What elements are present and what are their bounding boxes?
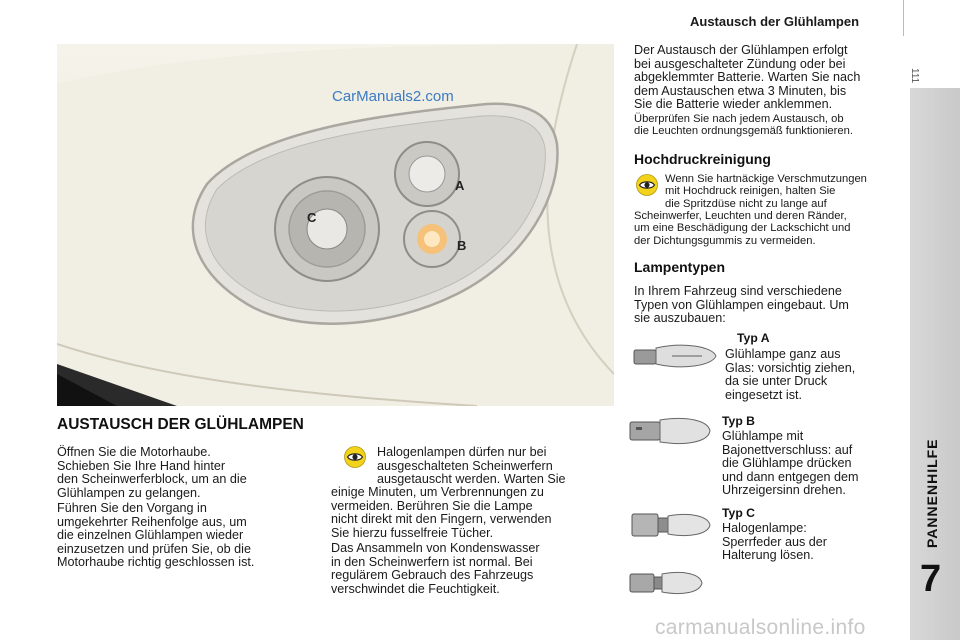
- bulb-typ-c-icon-2: [626, 560, 706, 606]
- page-number: 111: [909, 68, 920, 84]
- lampentypen-heading: Lampentypen: [634, 259, 726, 275]
- bulb-typ-b-icon: [628, 410, 712, 450]
- hochdruck-lines-rest: Scheinwerfer, Leuchten und deren Ränder, um eine Beschädigung der Lackschicht und der Dichtungsgummis zu vermeiden.: [634, 210, 851, 247]
- chapter-label: PANNENHILFE: [924, 438, 940, 548]
- left-paragraph-1: Öffnen Sie die Motorhaube. Schieben Sie Ihre Hand hinter den Scheinwerferblock, um an die Glühlampen zu gelangen.: [57, 445, 247, 500]
- footer-watermark: carmanualsonline.info: [655, 616, 866, 639]
- eye-warning-icon: [344, 446, 366, 468]
- left-paragraph-2: Führen Sie den Vorgang in umgekehrter Reihenfolge aus, um die einzelnen Glühlampen wieder einzusetzen und prüfen Sie, ob die Motorhaube richtig geschlossen ist.: [57, 501, 255, 569]
- hochdruck-lines-top: Wenn Sie hartnäckige Verschmutzungen mit Hochdruck reinigen, halten Sie die Spritzdüse nicht zu lange auf: [665, 173, 867, 210]
- page-header-title: Austausch der Glühlampen: [690, 14, 860, 29]
- typ-b-text: Glühlampe mit Bajonettverschluss: auf die Glühlampe drücken und dann entgegen dem Uhrzeigersinn drehen.: [722, 429, 859, 497]
- chapter-number: 7: [920, 558, 942, 600]
- hochdruck-heading: Hochdruckreinigung: [634, 151, 771, 167]
- label-b: B: [457, 238, 467, 253]
- eye-warning-icon-2: [636, 174, 658, 196]
- typ-a-title: Typ A: [737, 331, 770, 345]
- intro-paragraph: Der Austausch der Glühlampen erfolgt bei ausgeschalteter Zündung oder bei abgeklemmter Batterie. Warten Sie nach dem Austauschen etwa 3 Minuten, bis Sie die Batterie wieder anklemmen.: [634, 43, 861, 111]
- label-c: C: [307, 210, 317, 225]
- typ-c-text: Halogenlampe: Sperrfeder aus der Halterung lösen.: [722, 521, 828, 562]
- lampentypen-paragraph: In Ihrem Fahrzeug sind verschiedene Typen von Glühlampen eingebaut. Um sie auszubauen:: [634, 284, 849, 325]
- typ-b-title: Typ B: [722, 414, 755, 428]
- header-divider: [903, 0, 904, 36]
- halogen-note-lines-rest: einige Minuten, um Verbrennungen zu vermeiden. Berühren Sie die Lampe nicht direkt mit den Fingern, verwenden Sie hierzu fusselfreie Tücher.: [331, 485, 552, 540]
- typ-c-title: Typ C: [722, 506, 755, 520]
- bulb-typ-c-icon: [628, 500, 714, 550]
- check-paragraph: Überprüfen Sie nach jedem Austausch, ob die Leuchten ordnungsgemäß funktionieren.: [634, 113, 853, 138]
- bulb-typ-a-icon: [632, 336, 718, 376]
- halogen-note-lines-top: Halogenlampen dürfen nur bei ausgeschalteten Scheinwerfern ausgetauscht werden. Warten Sie: [377, 445, 566, 486]
- image-watermark: CarManuals2.com: [332, 88, 454, 105]
- condensation-paragraph: Das Ansammeln von Kondenswasser in den Scheinwerfern ist normal. Bei regulärem Gebrauch des Fahrzeugs verschwindet die Feuchtigkeit.: [331, 541, 540, 596]
- typ-a-text: Glühlampe ganz aus Glas: vorsichtig ziehen, da sie unter Druck eingesetzt ist.: [725, 347, 856, 402]
- label-a: A: [455, 178, 465, 193]
- main-heading: AUSTAUSCH DER GLÜHLAMPEN: [57, 416, 304, 433]
